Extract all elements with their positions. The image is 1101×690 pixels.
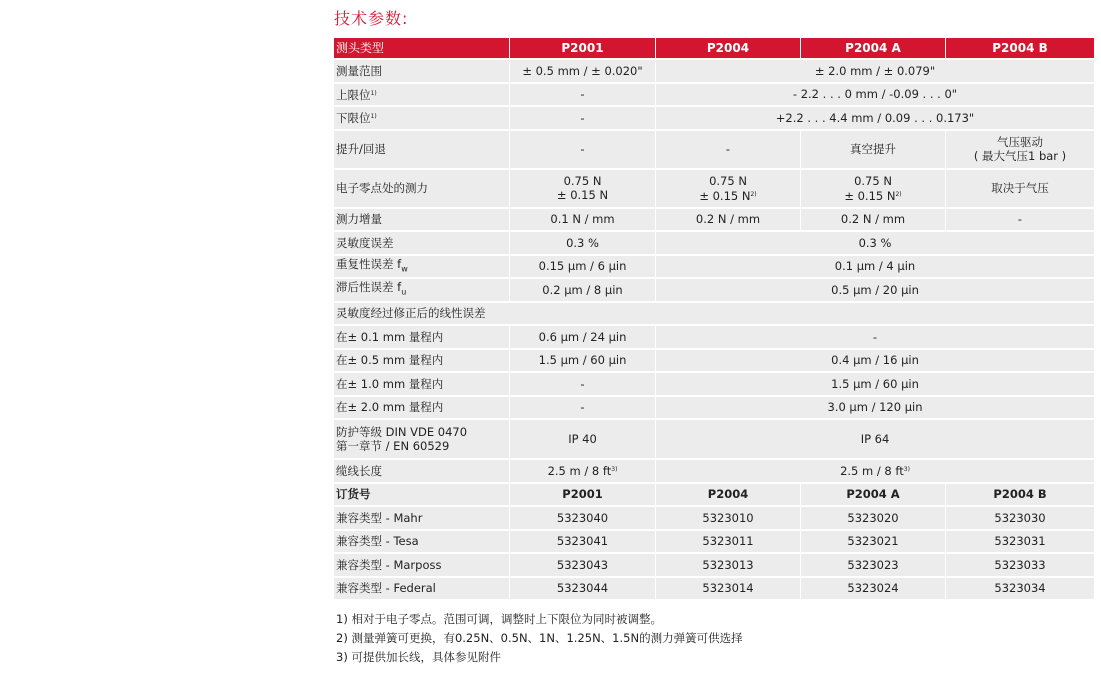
cell: IP 64 <box>656 420 1095 460</box>
cell: - 2.2 . . . 0 mm / -0.09 . . . 0" <box>656 84 1095 108</box>
row-label: 缆线长度 <box>334 460 510 484</box>
row-label: 兼容类型 - Federal <box>334 578 510 602</box>
row-label: 提升/回退 <box>334 131 510 170</box>
order-label: 订货号 <box>334 484 510 508</box>
table-row <box>334 131 1095 170</box>
cell: 0.1 µm / 4 µin <box>656 256 1095 280</box>
row-label: 测力增量 <box>334 209 510 233</box>
cell: 5323040 <box>510 507 656 531</box>
cell: 0.6 µm / 24 µin <box>510 326 656 350</box>
cell: - <box>510 397 656 421</box>
row-label: 兼容类型 - Marposs <box>334 554 510 578</box>
cell: 0.2 µm / 8 µin <box>510 279 656 303</box>
row-label: 防护等级 DIN VDE 0470 第一章节 / EN 60529 <box>334 420 510 460</box>
header-col-p2004a: P2004 A <box>801 38 946 60</box>
row-label: 电子零点处的测力 <box>334 170 510 209</box>
cell: 0.5 µm / 20 µin <box>656 279 1095 303</box>
row-label: 在± 0.1 mm 量程内 <box>334 326 510 350</box>
cell: 5323023 <box>801 554 946 578</box>
order-col: P2004 A <box>801 484 946 508</box>
row-label: 重复性误差 $f_w$ <box>334 256 510 280</box>
row-label: 灵敏度经过修正后的线性误差 <box>334 303 1095 327</box>
cell: 5323013 <box>656 554 801 578</box>
cell: 3.0 µm / 120 µin <box>656 397 1095 421</box>
cell: - <box>946 209 1095 233</box>
cell: 5323010 <box>656 507 801 531</box>
table-row <box>334 373 1095 397</box>
cell: 0.2 N / mm <box>801 209 946 233</box>
row-label: 兼容类型 - Mahr <box>334 507 510 531</box>
cell: 5323021 <box>801 531 946 555</box>
spec-table <box>334 38 1095 601</box>
cell: 真空提升 <box>801 131 946 170</box>
table-row <box>334 209 1095 233</box>
table-row <box>334 350 1095 374</box>
row-label: 上限位$^{1)}$ <box>334 84 510 108</box>
cell: - <box>656 326 1095 350</box>
cell: 0.2 N / mm <box>656 209 801 233</box>
cell: 0.75 N ± 0.15 N <box>510 170 656 209</box>
header-col-p2004: P2004 <box>656 38 801 60</box>
table-row <box>334 397 1095 421</box>
cell: 2.5 m / 8 $ft^{3)}$ <box>656 460 1095 484</box>
cell: 取决于气压 <box>946 170 1095 209</box>
row-label: 在± 2.0 mm 量程内 <box>334 397 510 421</box>
cell: - <box>510 373 656 397</box>
cell: 5323034 <box>946 578 1095 602</box>
row-label: 灵敏度误差 <box>334 232 510 256</box>
cell: 5323030 <box>946 507 1095 531</box>
cell: 5323044 <box>510 578 656 602</box>
table-header-row <box>334 38 1095 60</box>
cell: ± 0.5 mm / ± 0.020" <box>510 60 656 84</box>
row-label: 在± 0.5 mm 量程内 <box>334 350 510 374</box>
cell: 5323011 <box>656 531 801 555</box>
table-row <box>334 107 1095 131</box>
table-row <box>334 170 1095 209</box>
row-label: 在± 1.0 mm 量程内 <box>334 373 510 397</box>
cell: 5323024 <box>801 578 946 602</box>
table-row <box>334 84 1095 108</box>
table-row <box>334 256 1095 280</box>
table-row <box>334 232 1095 256</box>
cell: 0.75 N ± 0.15 $N^{2)}$ <box>801 170 946 209</box>
order-col: P2004 B <box>946 484 1095 508</box>
footnote: 2) 测量弹簧可更换，有0.25N、0.5N、1N、1.25N、1.5N的测力弹簧可供选择 <box>336 631 743 645</box>
order-row <box>334 554 1095 578</box>
cell: 1.5 µm / 60 µin <box>656 373 1095 397</box>
cell: 5323033 <box>946 554 1095 578</box>
cell: - <box>510 84 656 108</box>
row-label: 滞后性误差 $f_u$ <box>334 279 510 303</box>
cell: 5323043 <box>510 554 656 578</box>
cell: 0.1 N / mm <box>510 209 656 233</box>
table-row <box>334 326 1095 350</box>
row-label: 下限位$^{1)}$ <box>334 107 510 131</box>
order-col: P2001 <box>510 484 656 508</box>
footnote: 1) 相对于电子零点。范围可调，调整时上下限位为同时被调整。 <box>336 612 662 626</box>
row-label: 兼容类型 - Tesa <box>334 531 510 555</box>
cell: 0.75 N ± 0.15 $N^{2)}$ <box>656 170 801 209</box>
order-row <box>334 578 1095 602</box>
section-heading: 技术参数: <box>334 9 409 28</box>
table-row <box>334 420 1095 460</box>
cell: +2.2 . . . 4.4 mm / 0.09 . . . 0.173" <box>656 107 1095 131</box>
table-row <box>334 60 1095 84</box>
cell: 0.15 µm / 6 µin <box>510 256 656 280</box>
table-row <box>334 279 1095 303</box>
footnotes <box>336 610 743 667</box>
cell: IP 40 <box>510 420 656 460</box>
header-col-p2001: P2001 <box>510 38 656 60</box>
header-label: 测头类型 <box>334 38 510 60</box>
row-label: 测量范围 <box>334 60 510 84</box>
cell: 0.3 % <box>656 232 1095 256</box>
cell: 气压驱动 ( 最大气压1 bar ) <box>946 131 1095 170</box>
order-row <box>334 531 1095 555</box>
table-row <box>334 460 1095 484</box>
cell: 2.5 m / 8 $ft^{3)}$ <box>510 460 656 484</box>
cell: 5323041 <box>510 531 656 555</box>
cell: ± 2.0 mm / ± 0.079" <box>656 60 1095 84</box>
order-col: P2004 <box>656 484 801 508</box>
order-row <box>334 507 1095 531</box>
header-col-p2004b: P2004 B <box>946 38 1095 60</box>
cell: 0.3 % <box>510 232 656 256</box>
cell: - <box>656 131 801 170</box>
cell: - <box>510 107 656 131</box>
cell: - <box>510 131 656 170</box>
cell: 5323014 <box>656 578 801 602</box>
cell: 5323031 <box>946 531 1095 555</box>
cell: 1.5 µm / 60 µin <box>510 350 656 374</box>
footnote: 3) 可提供加长线，具体参见附件 <box>336 650 501 664</box>
cell: 5323020 <box>801 507 946 531</box>
table-row <box>334 303 1095 327</box>
cell: 0.4 µm / 16 µin <box>656 350 1095 374</box>
order-header-row <box>334 484 1095 508</box>
